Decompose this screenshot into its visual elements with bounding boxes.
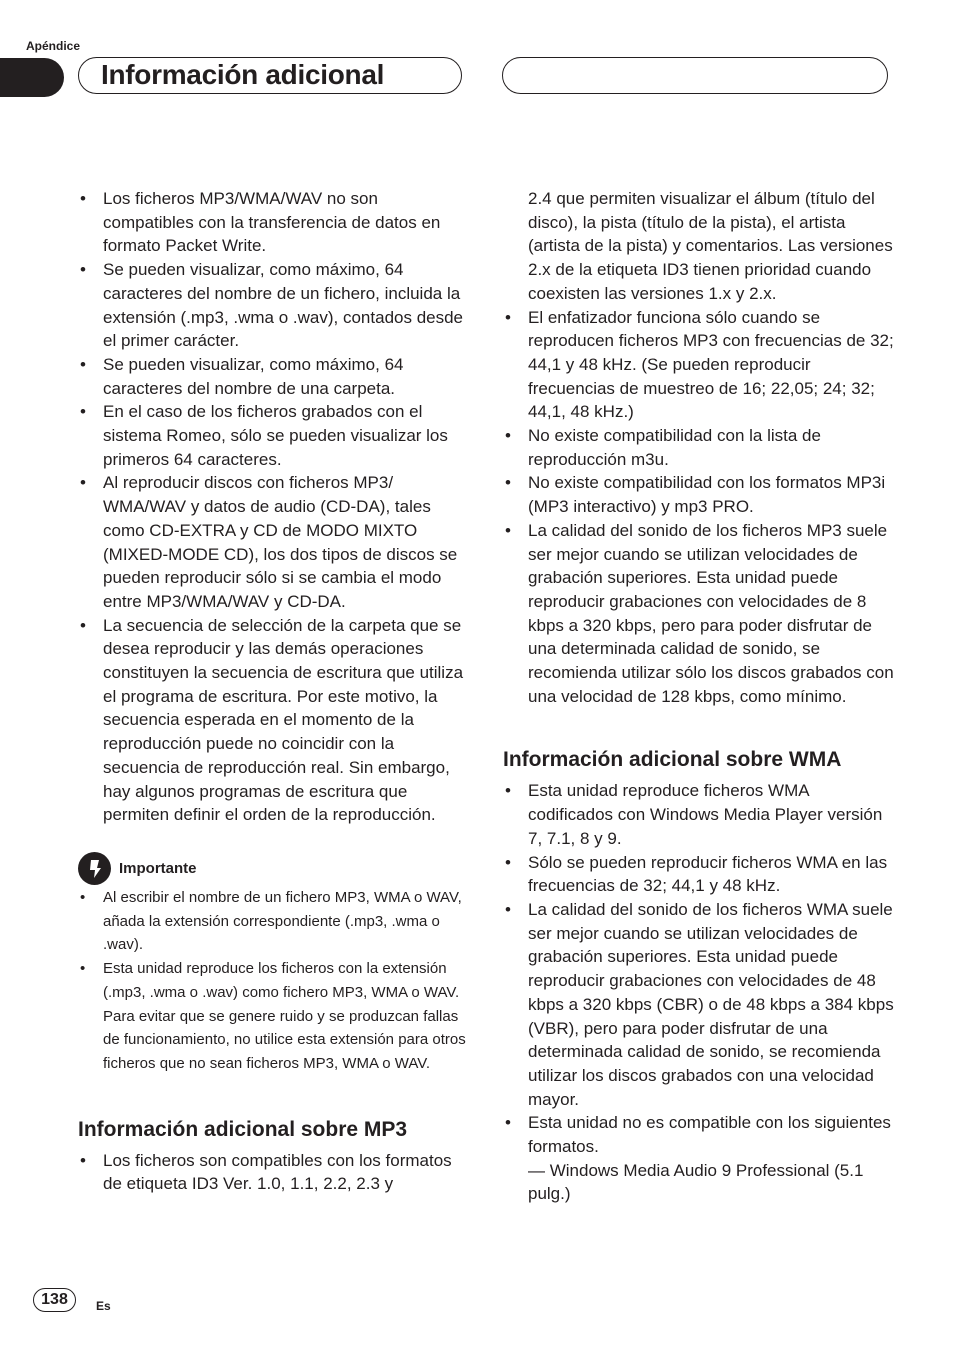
language-code: Es bbox=[96, 1299, 111, 1313]
general-notes-list bbox=[78, 187, 468, 827]
page-title-frame bbox=[78, 57, 462, 94]
mp3-notes-list-continued bbox=[503, 306, 895, 709]
mp3-section-heading: Información adicional sobre MP3 bbox=[78, 1117, 408, 1141]
mp3-notes-list bbox=[78, 1149, 468, 1196]
list-item: • En el caso de los ficheros grabados con el sistema Romeo, sólo se pueden visualizar los primeros 64 caracteres. bbox=[78, 400, 468, 471]
wma-unsupported-format: — Windows Media Audio 9 Professional (5.1 pulg.) bbox=[528, 1160, 864, 1204]
list-item: • No existe compatibilidad con los formatos MP3i (MP3 interactivo) y mp3 PRO. bbox=[503, 471, 895, 518]
list-item: • Sólo se pueden reproducir ficheros WMA en las frecuencias de 32; 44,1 y 48 kHz. bbox=[503, 851, 895, 898]
empty-header-frame bbox=[502, 57, 888, 94]
wma-section-heading: Información adicional sobre WMA bbox=[503, 748, 842, 772]
section-label: Apéndice bbox=[26, 39, 81, 53]
list-item: • Esta unidad reproduce los ficheros con la extensión (.mp3, .wma o .wav) como fichero MP3, WMA o WAV. Para evitar que se genere ruido y se produzcan fallas de funcionamiento, no utilice esta extensión para otros ficheros que no sean ficheros MP3, WMA o WAV. bbox=[78, 957, 468, 1076]
list-item: • No existe compatibilidad con la lista de reproducción m3u. bbox=[503, 424, 895, 471]
list-item: • Se pueden visualizar, como máximo, 64 caracteres del nombre de un fichero, incluida la extensión (.mp3, .wma o .wav), contados desde el primer carácter. bbox=[78, 258, 468, 353]
page-number: 138 bbox=[33, 1288, 76, 1312]
list-item: • La secuencia de selección de la carpeta que se desea reproducir y las demás operaciones constituyen la secuencia de escritura que utiliza el programa de escritura. Por este motivo, la secuencia esperada en el momento de la reproducción puede no coincidir con la secuencia de reproducción real. Sin embargo, hay algunos programas de escritura que permiten definir el orden de la reproducción. bbox=[78, 614, 468, 827]
important-notes-list bbox=[78, 886, 468, 1076]
list-item: • El enfatizador funciona sólo cuando se reproducen ficheros MP3 con frecuencias de 32; 44,1 y 48 kHz. (Se pueden reproducir frecuencias de muestreo de 16; 22,05; 24; 32; 44,1, 48 kHz.) bbox=[503, 306, 895, 425]
list-item: • Esta unidad no es compatible con los siguientes formatos. bbox=[503, 1111, 895, 1158]
important-title: Importante bbox=[119, 860, 197, 878]
page-title: Información adicional bbox=[101, 59, 385, 90]
list-item: • Esta unidad reproduce ficheros WMA codificados con Windows Media Player versión 7, 7.1, 8 y 9. bbox=[503, 779, 895, 850]
left-column bbox=[78, 187, 468, 1196]
list-item: • Se pueden visualizar, como máximo, 64 caracteres del nombre de una carpeta. bbox=[78, 353, 468, 400]
important-header bbox=[78, 852, 468, 886]
important-warning-icon bbox=[78, 852, 111, 885]
list-item: • Los ficheros son compatibles con los formatos de etiqueta ID3 Ver. 1.0, 1.1, 2.2, 2.3 y bbox=[78, 1149, 468, 1196]
wma-notes-list bbox=[503, 779, 895, 1158]
right-column bbox=[503, 187, 895, 1206]
section-tab-marker bbox=[0, 58, 64, 97]
list-item: • La calidad del sonido de los ficheros WMA suele ser mejor cuando se utilizan velocidades de grabación superiores. Esta unidad puede reproducir grabaciones con velocidades de 48 kbps a 320 kbps (CBR) o de 48 kbps a 384 kbps (VBR), pero para poder disfrutar de una determinada calidad de sonido, se recomienda utilizar los discos grabados con una velocidad mayor. bbox=[503, 898, 895, 1111]
list-item: • La calidad del sonido de los ficheros MP3 suele ser mejor cuando se utilizan velocidades de grabación superiores. Esta unidad puede reproducir grabaciones con velocidades de 8 kbps a 320 kbps, pero para poder disfrutar de una determinada calidad de sonido, se recomienda utilizar sólo los discos grabados con una velocidad de 128 kbps, como mínimo. bbox=[503, 519, 895, 709]
mp3-bullet-continuation: 2.4 que permiten visualizar el álbum (título del disco), la pista (título de la pista), el artista (artista de la pista) y comentarios. Las versiones 2.x de la etiqueta ID3 tienen prioridad cuando coexisten las versiones 1.x y 2.x. bbox=[528, 189, 893, 303]
list-item: • Al reproducir discos con ficheros MP3/ WMA/WAV y datos de audio (CD-DA), tales como CD-EXTRA y CD de MODO MIXTO (MIXED-MODE CD), los dos tipos de discos se pueden reproducir sólo si se cambia el modo entre MP3/WMA/WAV y CD-DA. bbox=[78, 471, 468, 613]
list-item: • Al escribir el nombre de un fichero MP3, WMA o WAV, añada la extensión correspondiente (.mp3, .wma o .wav). bbox=[78, 886, 468, 957]
list-item: • Los ficheros MP3/WMA/WAV no son compatibles con la transferencia de datos en formato Packet Write. bbox=[78, 187, 468, 258]
